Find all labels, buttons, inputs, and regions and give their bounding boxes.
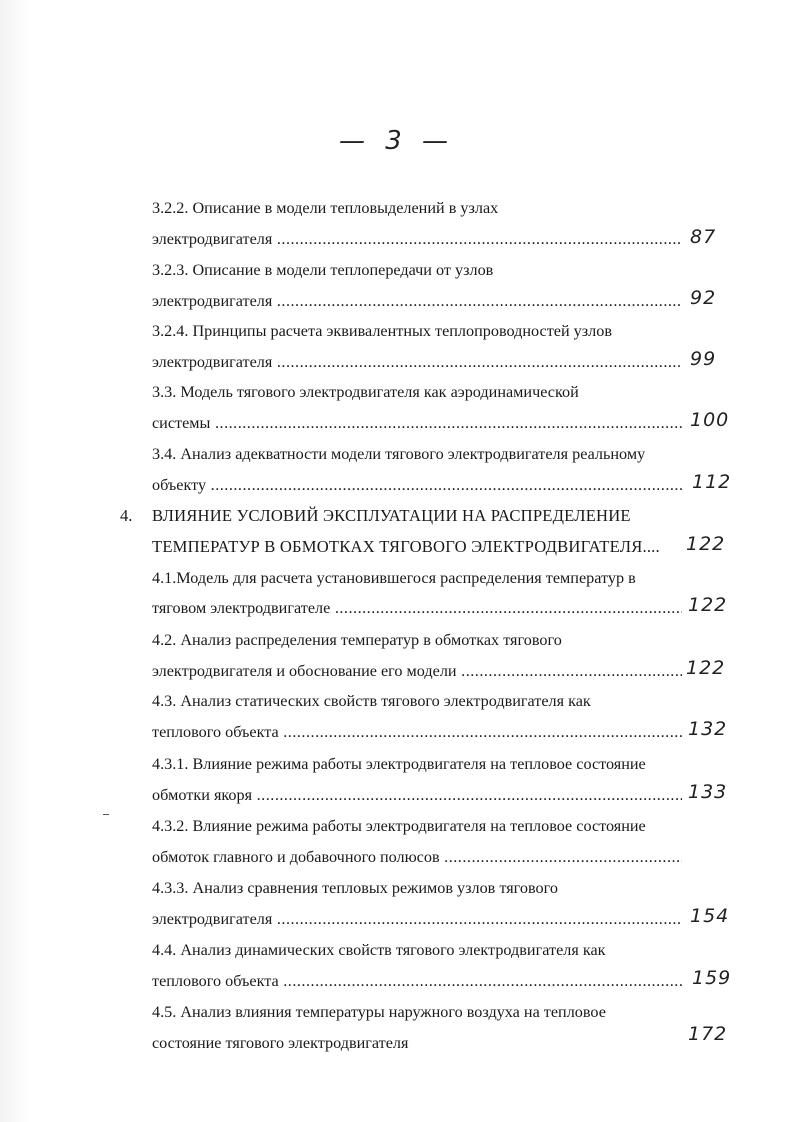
- toc-entry-text: электродвигателя .....: [152, 228, 682, 250]
- toc-page-number: 172: [688, 1023, 728, 1045]
- toc-entry-text: обмотки якоря .....: [152, 784, 682, 806]
- scan-shadow: [0, 0, 30, 1122]
- toc-entry-line-1: 4.3. Анализ статических свойств тягового электродвигателя как: [152, 692, 591, 710]
- toc-entry-line-2: [152, 351, 682, 373]
- toc-entry-line-2: [152, 412, 682, 434]
- toc-entry-line-1: 3.3. Модель тягового электродвигателя как аэродинамической: [152, 383, 579, 401]
- toc-entry-text: тяговом электродвигателе .....: [152, 597, 682, 619]
- toc-entry-line-2: [152, 784, 682, 806]
- toc-entry-line-1: 4.3.3. Анализ сравнения тепловых режимов узлов тягового: [152, 879, 558, 897]
- toc-page-number: 92: [690, 287, 717, 309]
- toc-entry-line-1: 4.3.2. Влияние режима работы электродвигателя на тепловое состояние: [152, 817, 646, 835]
- toc-entry-line-1: 4.2. Анализ распределения температур в обмотках тягового: [152, 631, 562, 649]
- toc-entry-line-1: 4.4. Анализ динамических свойств тягового электродвигателя как: [152, 941, 606, 959]
- toc-page-number: 122: [686, 533, 726, 555]
- toc-entry-line-2: [152, 846, 682, 868]
- toc-page-number: 132: [688, 718, 728, 740]
- chapter-title-line-2: ТЕМПЕРАТУР В ОБМОТКАХ ТЯГОВОГО ЭЛЕКТРОДВИГАТЕЛЯ....: [152, 537, 660, 556]
- toc-entry-text: электродвигателя .....: [152, 290, 682, 312]
- toc-entry-line-2: [152, 908, 682, 930]
- scan-artifact-mark: [103, 814, 109, 815]
- toc-page-number: 154: [690, 905, 730, 927]
- toc-entry-line-1: 3.2.4. Принципы расчета эквивалентных теплопроводностей узлов: [152, 322, 612, 340]
- toc-page-number: 100: [690, 409, 730, 431]
- toc-entry-line-1: 4.5. Анализ влияния температуры наружного воздуха на тепловое: [152, 1003, 606, 1021]
- toc-page-number: 159: [692, 967, 732, 989]
- page-number-header: — 3 —: [338, 126, 455, 156]
- toc-page-number: 133: [688, 781, 728, 803]
- toc-entry-line-2: состояние тягового электродвигателя: [152, 1034, 409, 1052]
- toc-page-number: 122: [686, 657, 726, 679]
- toc-entry-text: электродвигателя .....: [152, 908, 682, 930]
- toc-entry-line-2: [152, 474, 682, 496]
- toc-entry-line-1: 3.4. Анализ адекватности модели тягового электродвигателя реальному: [152, 445, 646, 463]
- toc-entry-line-2: [152, 721, 682, 743]
- toc-entry-text: обмоток главного и добавочного полюсов .....: [152, 846, 682, 868]
- toc-entry-line-2: [152, 290, 682, 312]
- toc-page-number: 99: [690, 348, 717, 370]
- toc-entry-text: теплового объекта .....: [152, 721, 682, 743]
- chapter-title-line-1: ВЛИЯНИЕ УСЛОВИЙ ЭКСПЛУАТАЦИИ НА РАСПРЕДЕЛЕНИЕ: [152, 506, 631, 525]
- chapter-number: 4.: [120, 506, 133, 525]
- toc-page-number: 87: [690, 226, 717, 248]
- toc-entry-line-1: 4.3.1. Влияние режима работы электродвигателя на тепловое состояние: [152, 755, 646, 773]
- toc-entry-text: электродвигателя .....: [152, 351, 682, 373]
- toc-entry-line-2: [152, 970, 682, 992]
- toc-entry-text: электродвигателя и обоснование его модели .....: [152, 660, 682, 682]
- toc-entry-line-1: 4.1.Модель для расчета установившегося распределения температур в: [152, 569, 636, 587]
- toc-entry-line-1: 3.2.3. Описание в модели теплопередачи от узлов: [152, 261, 494, 279]
- toc-entry-text: системы .....: [152, 412, 682, 434]
- toc-entry-line-2: [152, 597, 682, 619]
- toc-entry-line-2: [152, 228, 682, 250]
- toc-entry-text: теплового объекта .....: [152, 970, 682, 992]
- toc-entry-text: объекту .....: [152, 474, 682, 496]
- toc-page-number: 122: [688, 594, 728, 616]
- toc-page-number: 112: [692, 471, 732, 493]
- toc-entry-line-1: 3.2.2. Описание в модели тепловыделений в узлах: [152, 199, 499, 217]
- toc-entry-line-2: [152, 660, 682, 682]
